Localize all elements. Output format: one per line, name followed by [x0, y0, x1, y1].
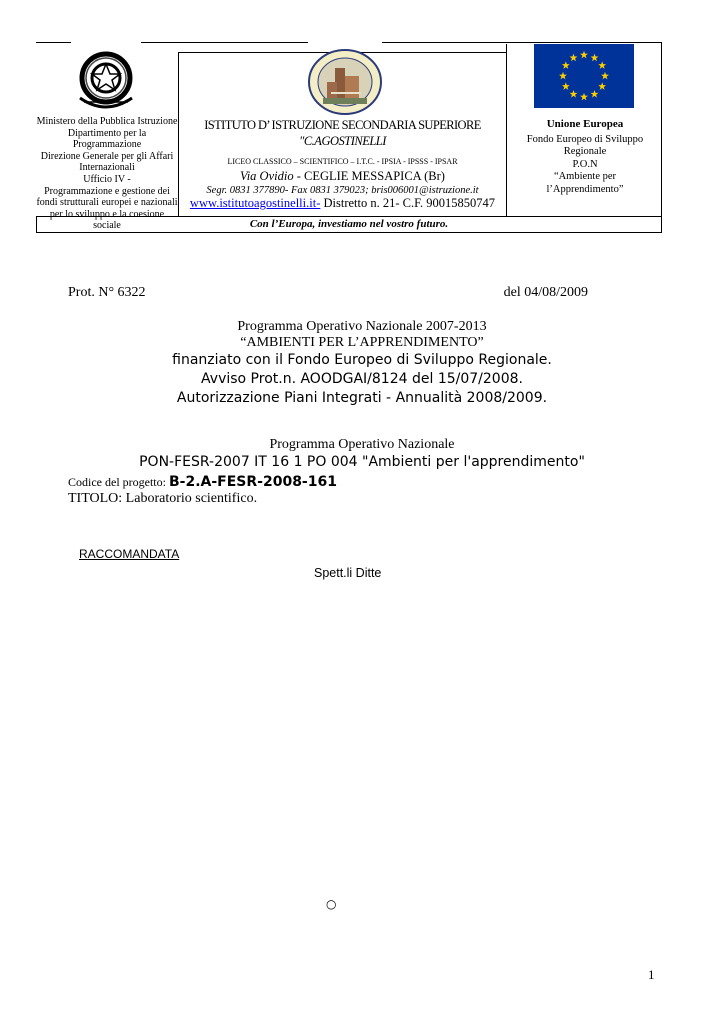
eu-line: P.O.N [572, 158, 598, 170]
italian-republic-emblem [70, 46, 142, 114]
ministry-line: Dipartimento per la [67, 127, 147, 139]
school-types: LICEO CLASSICO – SCIENTIFICO – I.T.C. - IPSIA - IPSSS - IPSAR [227, 157, 458, 166]
programme-block [0, 319, 724, 408]
school-name: ISTITUTO D’ ISTRUZIONE SECONDARIA SUPERIORE [204, 118, 481, 132]
school-contacts: Segr. 0831 377890- Fax 0831 379023; bris006001@istruzione.it [206, 185, 479, 196]
protocol-number: Prot. N° 6322 [68, 285, 146, 300]
project-title: TITOLO: Laboratorio scientifico. [68, 491, 258, 506]
eu-flag-icon [534, 44, 634, 108]
eu-line: Fondo Europeo di Sviluppo [526, 133, 644, 145]
ministry-line: Internazionali [79, 162, 135, 174]
school-district: Distretto n. 21- C.F. 90015850747 [320, 196, 496, 210]
document-date: del 04/08/2009 [503, 285, 588, 300]
ministry-line: Ministero della Pubblica Istruzione [36, 116, 178, 127]
project-code-line [68, 474, 337, 490]
ministry-line: per lo sviluppo e la coesione sociale [49, 208, 165, 232]
motto-bottom-rule [36, 232, 662, 233]
pon-code: PON-FESR-2007 IT 16 1 PO 004 "Ambienti per l'apprendimento" [139, 454, 585, 470]
eu-line: Regionale [563, 146, 607, 157]
header-divider-left [178, 52, 179, 216]
header-divider-right [506, 44, 507, 216]
project-code: B-2.A-FESR-2008-161 [168, 474, 337, 490]
ministry-line: fondi strutturali europei e nazionali [36, 197, 178, 209]
project-code-label: Codice del progetto: [68, 475, 169, 489]
school-address-city: - CEGLIE MESSAPICA (Br) [293, 169, 445, 183]
school-website-link[interactable]: www.istitutoagostinelli.it- [189, 196, 321, 210]
page-number: 1 [648, 967, 655, 982]
ministry-block [36, 116, 178, 232]
registered-mail-label: RACCOMANDATA [79, 547, 180, 561]
authorization-line: Autorizzazione Piani Integrati - Annualità 2008/2009. [176, 390, 548, 406]
eu-line: “Ambiente per [553, 171, 617, 182]
pon-title: Programma Operativo Nazionale [269, 437, 455, 452]
header-top-rule-mid [141, 42, 308, 43]
eu-title: Unione Europea [546, 118, 624, 130]
ministry-line: Direzione Generale per gli Affari [40, 150, 174, 162]
ministry-line: Programmazione e gestione dei [44, 185, 170, 197]
school-address [180, 169, 505, 184]
school-address-street: Via Ovidio [240, 169, 294, 183]
eu-line: l’Apprendimento” [546, 183, 624, 195]
eu-block [508, 118, 662, 196]
school-seal-logo [305, 48, 385, 116]
header-top-rule-right [382, 42, 662, 43]
school-block [180, 116, 505, 211]
header-top-rule-left [36, 42, 71, 43]
motto: Con l’Europa, investiamo nel vostro futuro. [249, 218, 449, 230]
ministry-line: Ufficio IV - [83, 173, 131, 185]
school-web-line [180, 196, 505, 211]
ministry-line: Programmazione [72, 139, 142, 151]
programme-line: Programma Operativo Nazionale 2007-2013 [237, 319, 487, 334]
programme-name: “AMBIENTI PER L’APPRENDIMENTO” [240, 335, 484, 350]
school-subname: "C.AGOSTINELLI [299, 134, 386, 148]
recipient: Spett.li Ditte [314, 566, 382, 580]
bullet-circle: ○ [326, 897, 337, 911]
notice-line: Avviso Prot.n. AOODGAI/8124 del 15/07/2008. [201, 371, 523, 387]
financing-line: finanziato con il Fondo Europeo di Sviluppo Regionale. [172, 352, 552, 368]
